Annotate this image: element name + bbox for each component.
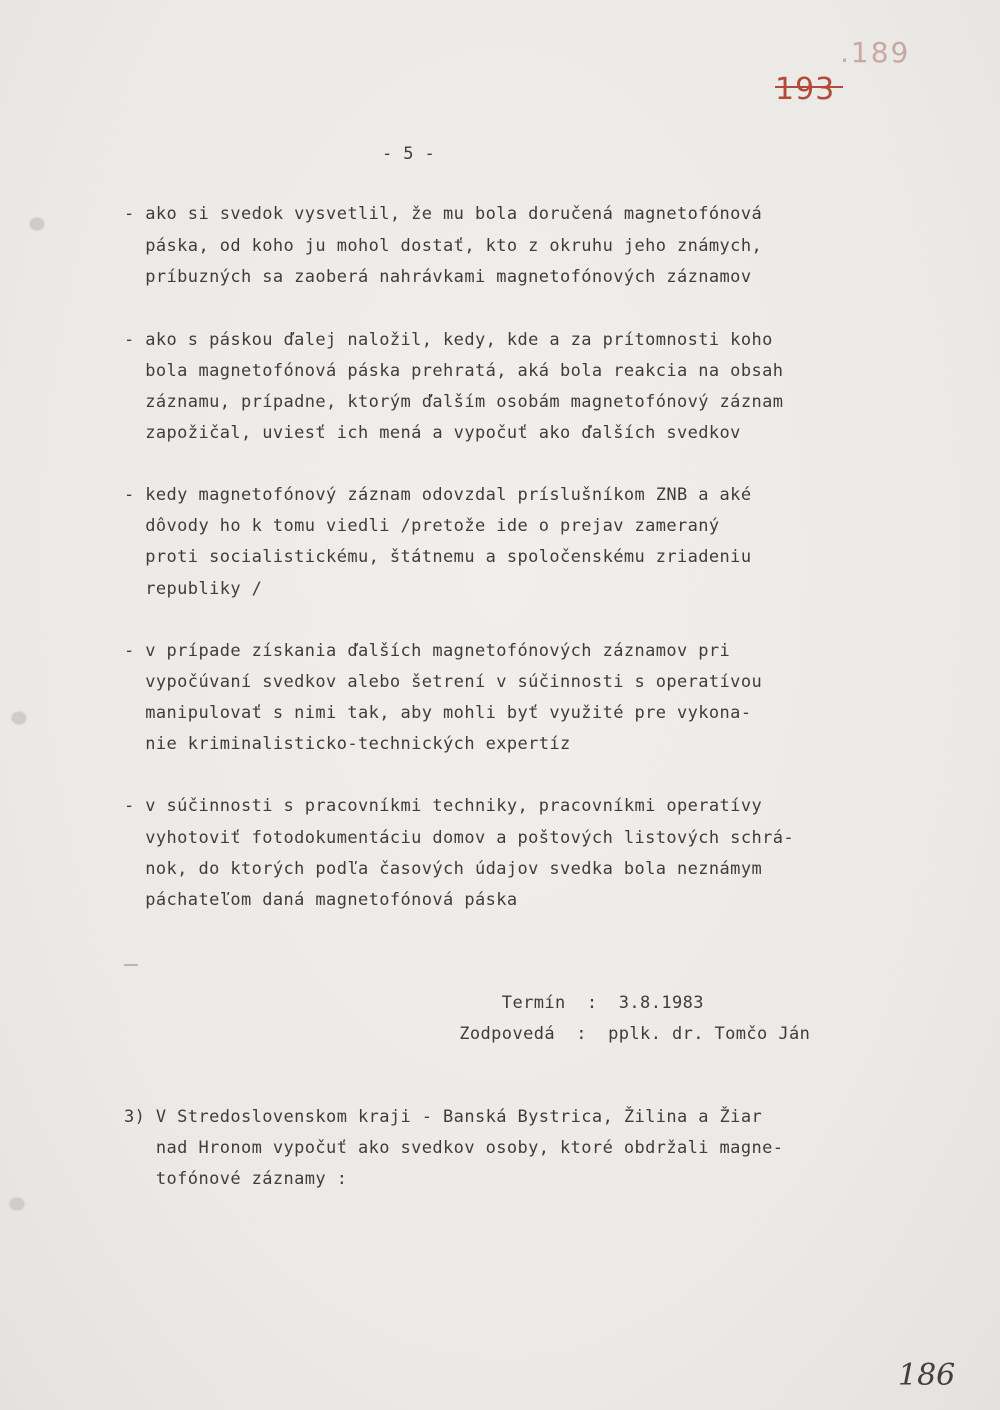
paragraph-2-line-3: záznamu, prípadne, ktorým ďalším osobám magnetofónový záznam (124, 392, 784, 412)
paragraph-4-line-4: nie kriminalisticko-technických expertíz (124, 734, 571, 754)
handwritten-page-number: 186 (898, 1358, 956, 1393)
paragraph-1-line-2: páska, od koho ju mohol dostať, kto z okruhu jeho známych, (124, 236, 763, 256)
paragraph-5-line-3: nok, do ktorých podľa časových údajov svedka bola neznámym (124, 859, 763, 879)
punch-hole (30, 218, 44, 230)
paragraph-2-line-1: - ako s páskou ďalej naložil, kedy, kde a za prítomnosti koho (124, 330, 773, 350)
paragraph-4-line-3: manipulovať s nimi tak, aby mohli byť využité pre vykona- (124, 703, 752, 723)
paragraph-3-line-4: republiky / (124, 579, 263, 599)
paragraph-5-line-4: páchateľom daná magnetofónová páska (124, 890, 518, 910)
term-line: Termín : 3.8.1983 (438, 993, 704, 1013)
paragraph-3-line-3: proti socialistickému, štátnemu a spoločenskému zriadeniu (124, 547, 752, 567)
paragraph-2-line-2: bola magnetofónová páska prehratá, aká bola reakcia na obsah (124, 361, 784, 381)
paragraph-5-line-1: - v súčinnosti s pracovníkmi techniky, pracovníkmi operatívy (124, 796, 763, 816)
page-number: - 5 - (382, 144, 436, 164)
responsible-line: Zodpovedá : pplk. dr. Tomčo Ján (438, 1024, 811, 1044)
section-3-line-1: 3) V Stredoslovenskom kraji - Banská Bystrica, Žilina a Žiar (124, 1107, 763, 1127)
paragraph-2-line-4: zapožičal, uviesť ich mená a vypočuť ako ďalších svedkov (124, 423, 741, 443)
stamp-number: 193 (775, 72, 836, 107)
punch-hole (12, 712, 26, 724)
paragraph-5-line-2: vyhotoviť fotodokumentáciu domov a poštových listových schrá- (124, 828, 794, 848)
paragraph-3-line-1: - kedy magnetofónový záznam odovzdal príslušníkom ZNB a aké (124, 485, 752, 505)
paragraph-4-line-1: - v prípade získania ďalších magnetofónových záznamov pri (124, 641, 731, 661)
paragraph-3-line-2: dôvody ho k tomu viedli /pretože ide o prejav zameraný (124, 516, 720, 536)
paragraph-4-line-2: vypočúvaní svedkov alebo šetrení v súčinnosti s operatívou (124, 672, 763, 692)
section-3-line-3: tofónové záznamy : (124, 1169, 348, 1189)
margin-dash-mark (124, 964, 138, 966)
paragraph-1-line-1: - ako si svedok vysvetlil, že mu bola doručená magnetofónová (124, 204, 763, 224)
punch-hole (10, 1198, 24, 1210)
archive-number: .189 (840, 36, 911, 69)
paragraph-1-line-3: príbuzných sa zaoberá nahrávkami magnetofónových záznamov (124, 267, 752, 287)
section-3-line-2: nad Hronom vypočuť ako svedkov osoby, ktoré obdržali magne- (124, 1138, 784, 1158)
